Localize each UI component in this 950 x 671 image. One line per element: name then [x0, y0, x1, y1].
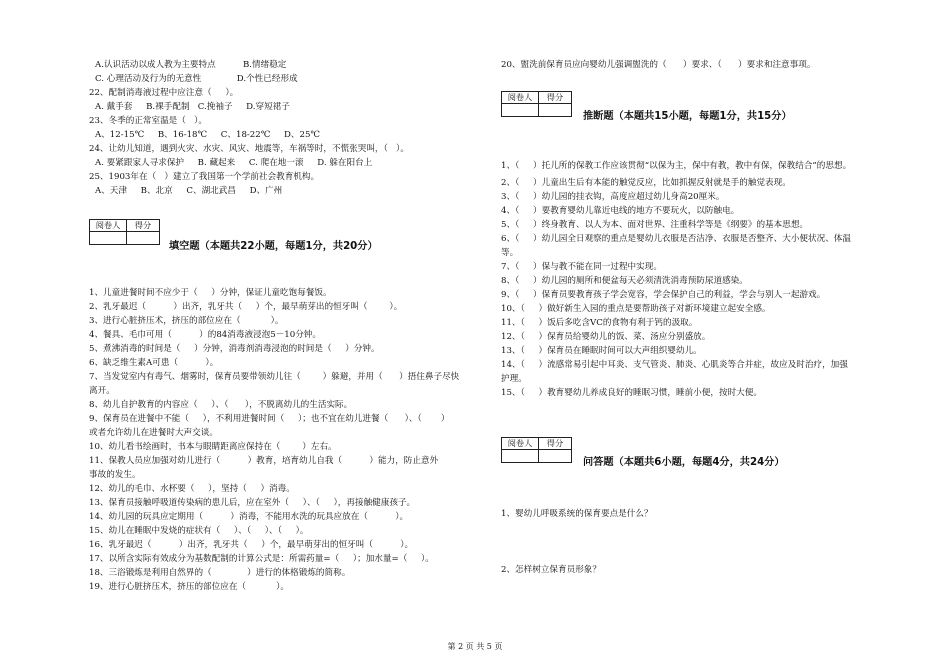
fill-line: 17、以所含实际有效成分为基数配制的计算公式是：所需药量=（ ）；加水量=（ ）。: [89, 554, 434, 564]
judge-line: 6、（ ）幼儿园全日观察的重点是婴幼儿衣服是否洁净、衣服是否整齐、大小便状况、体温: [501, 234, 851, 244]
choice-line: A、天津 B、北京 C、湖北武昌 D、广州: [95, 186, 283, 196]
judge-line: 等。: [501, 248, 519, 258]
judge-line: 1、（ ）托儿所的保教工作应该贯彻“以保为主，保中有教，教中有保，保教结合”的思想。: [501, 161, 852, 171]
choice-line: 25、1903年在（ ）建立了我国第一个学前社会教育机构。: [89, 172, 320, 182]
score-table: [501, 91, 572, 117]
judge-line: 4、（ ）要教育婴幼儿靠近电线的地方不要玩火，以防触电。: [501, 206, 740, 216]
qa-section-title: 问答题（本题共6小题，每题4分，共24分）: [583, 457, 785, 468]
fill-line: 3、进行心脏挤压术，挤压的部位应在（ ）。: [89, 316, 284, 326]
fill-line: 10、幼儿看书绘画时，书本与眼睛距离应保持在（ ）左右。: [89, 442, 337, 452]
fill-line: 7、当发觉室内有毒气、烟雾时，保育员要带领幼儿往（ ）躲避，并用（ ）捂住鼻子尽快: [89, 372, 460, 382]
choice-line: A.认识活动以成人教为主要特点 B.情绪稳定: [95, 60, 287, 70]
choice-line: 22、配制消毒液过程中应注意（ ）。: [89, 88, 239, 98]
page-footer: 第 2 页 共 5 页: [447, 642, 503, 651]
choice-line: A. 要紧跟家人寻求保护 B. 藏起来 C. 爬在地一滚 D. 躲在阳台上: [95, 158, 373, 168]
reviewer-label: 阅卷人: [502, 92, 539, 104]
fill-line: 18、三浴锻炼是利用自然界的（ ）进行的体格锻炼的简称。: [89, 568, 351, 578]
qa-line: 1、婴幼儿呼吸系统的保育要点是什么？: [501, 509, 653, 519]
fill-line: 16、乳牙最迟（ ）出齐，乳牙共（ ）个，最早萌芽出的恒牙叫（ ）。: [89, 540, 414, 550]
judge-line: 2、（ ）儿童出生后有本能的触觉反应，比如抓握反射就是手的触觉表现。: [501, 178, 791, 188]
score-label: 得分: [127, 220, 160, 232]
fill-line: 或者允许幼儿在进餐时大声交谈。: [89, 428, 218, 438]
judge-line: 3、（ ）幼儿园的挂衣钩，高度应超过幼儿身高20厘米。: [501, 192, 725, 202]
fill-line: 离开。: [89, 386, 115, 396]
q20-line: 20、盥洗前保育员应向婴幼儿强调盥洗的（ ）要求、（ ）要求和注意事项。: [501, 60, 816, 70]
choice-line: A、12-15℃ B、16-18℃ C、18-22℃ D、25℃: [95, 130, 321, 140]
choice-line: 23、冬季的正常室温是（ ）。: [89, 116, 207, 126]
fill-line: 6、缺乏维生素A可患（ ）。: [89, 358, 219, 368]
judge-line: 7、（ ）保与教不能在同一过程中实现。: [501, 262, 662, 272]
fill-line: 19、进行心脏挤压术，挤压的部位应在（ ）。: [89, 582, 289, 592]
fill-line: 12、幼儿的毛巾、水杯要（ ），坚持（ ）消毒。: [89, 484, 295, 494]
judge-line: 12、（ ）保育员给婴幼儿的饭、菜、汤应分别盛放。: [501, 332, 711, 342]
judge-line: 11、（ ）饭后多吃含VC的食物有利于钙的汲取。: [501, 318, 698, 328]
score-table: [89, 219, 160, 245]
judge-line: 13、（ ）保育员在睡眠时间可以大声组织婴幼儿。: [501, 346, 702, 356]
judge-line: 15、（ ）教育婴幼儿养成良好的睡眠习惯，睡前小便，按时大便。: [501, 388, 762, 398]
fill-line: 15、幼儿在睡眠中发烧的症状有（ ）、（ ）、（ ）。: [89, 526, 309, 536]
score-table: [501, 437, 572, 463]
choice-line: C. 心理活动及行为的无意性 D.个性已经形成: [95, 74, 298, 84]
score-label: 得分: [539, 438, 572, 450]
fill-line: 13、保育员接触呼吸道传染病的患儿后，应在室外（ ）、（ ），再接触健康孩子。: [89, 498, 416, 508]
fill-line: 8、幼儿自护教育的内容应（ ）、（ ），不脱离幼儿的生活实际。: [89, 400, 353, 410]
fill-line: 1、儿童进餐时间不应少于（ ）分钟，保证儿童吃饱每餐饭。: [89, 288, 332, 298]
choice-line: A. 戴手套 B.裸手配制 C.挽袖子 D.穿短裙子: [95, 102, 290, 112]
fill-line: 2、乳牙最迟（ ）出齐，乳牙共（ ）个，最早萌芽出的恒牙叫（ ）。: [89, 302, 403, 312]
judge-line: 10、（ ）做好新生入园的重点是要帮助孩子对新环境建立起安全感。: [501, 304, 771, 314]
judge-section-title: 推断题（本题共15小题，每题1分，共15分）: [583, 111, 792, 122]
fill-line: 4、餐具、毛巾可用（ ）的84消毒液浸泡5－10分钟。: [89, 330, 321, 340]
fill-line: 5、煮沸消毒的时间是（ ）分钟，消毒剂消毒浸泡的时间是（ ）分钟。: [89, 344, 380, 354]
judge-line: 9、（ ）保育员要教育孩子学会宽容，学会保护自己的利益，学会与别人一起游戏。: [501, 290, 826, 300]
fill-line: 9、保育员在进餐中不能（ ），不利用进餐时间（ ）；也不宜在幼儿进餐（ ）、（ ）: [89, 414, 450, 424]
judge-line: 14、（ ）流感常易引起中耳炎、支气管炎、肺炎、心肌炎等合并症，故应及时治疗，加强: [501, 360, 848, 370]
judge-line: 护理。: [501, 374, 527, 384]
score-label: 得分: [539, 92, 572, 104]
qa-line: 2、怎样树立保育员形象？: [501, 565, 601, 575]
fill-line: 14、幼儿园的玩具应定期用（ ）消毒，不能用水洗的玩具应放在（ ）。: [89, 512, 409, 522]
fill-section-title: 填空题（本题共22小题，每题1分，共20分）: [169, 241, 378, 252]
judge-line: 8、（ ）幼儿园的厕所和便盆每天必须清洗消毒预防尿道感染。: [501, 276, 748, 286]
reviewer-label: 阅卷人: [502, 438, 539, 450]
judge-line: 5、（ ）终身教育、以人为本、面对世界、注重科学等是《纲要》的基本思想。: [501, 220, 809, 230]
choice-line: 24、让幼儿知道，遇到火灾、水灾、风灾、地震等，车祸等时，不慌张哭叫，（ ）。: [89, 144, 409, 154]
fill-line: 事故的发生。: [89, 470, 141, 480]
reviewer-label: 阅卷人: [90, 220, 127, 232]
fill-line: 11、保教人员应加强对幼儿进行（ ）教育，培育幼儿自我（ ）能力，防止意外: [89, 456, 439, 466]
